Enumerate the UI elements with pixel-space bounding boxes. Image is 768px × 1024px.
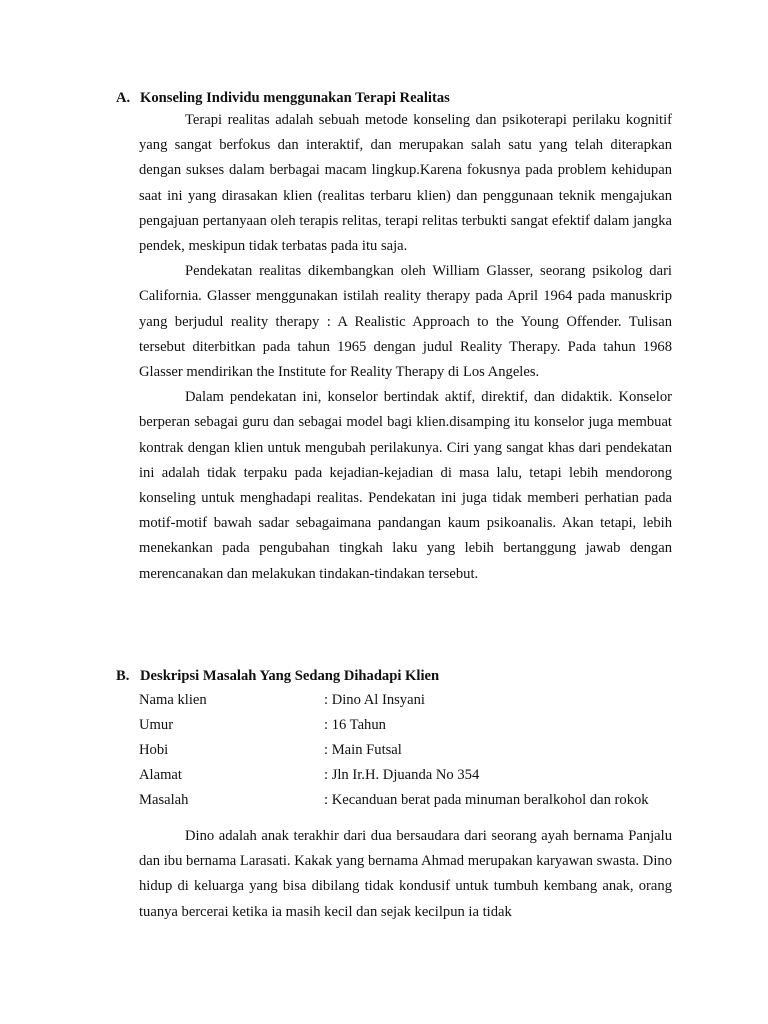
section-b-paragraph: Dino adalah anak terakhir dari dua bersaudara dari seorang ayah bernama Panjalu dan ibu bernama Larasati. Kakak yang bernama Ahmad merupakan karyawan swasta. Dino hidup di keluarga yang bisa dibilang tidak kondusif untuk tumbuh kembang anak, orang tuanya bercerai ketika ia masih kecil dan sejak kecilpun ia tidak — [139, 828, 672, 920]
client-info-row — [139, 789, 649, 811]
client-info-label: Umur — [139, 717, 174, 733]
section-a-heading — [116, 88, 450, 108]
client-info-row — [139, 714, 386, 736]
client-info-value: : 16 Tahun — [324, 717, 386, 733]
client-info-label: Nama klien — [139, 692, 207, 708]
section-a-letter: A. — [116, 90, 131, 106]
section-b-title: Deskripsi Masalah Yang Sedang Dihadapi Klien — [140, 668, 440, 684]
section-a-paragraph-1: Terapi realitas adalah sebuah metode konseling dan psikoterapi perilaku kognitif yang sangat berfokus dan interaktif, dan merupakan salah satu yang telah diterapkan dengan sukses dalam berbagai macam lingkup.Karena fokusnya pada problem kehidupan saat ini yang dirasakan klien (realitas terbaru klien) dan penggunaan teknik mengajukan pengajuan pertanyaan oleh terapis relitas, terapi relitas terbukti sangat efektif dalam jangka pendek, meskipun tidak terbatas pada itu saja. — [139, 112, 672, 255]
section-a-title: Konseling Individu menggunakan Terapi Realitas — [140, 90, 450, 106]
section-b-body — [139, 824, 672, 925]
client-info-row — [139, 739, 402, 761]
section-b-heading — [116, 666, 439, 686]
client-info-value: : Main Futsal — [324, 742, 402, 758]
section-a-paragraph-2: Pendekatan realitas dikembangkan oleh William Glasser, seorang psikolog dari California. Glasser menggunakan istilah reality therapy pada April 1964 pada manuskrip yang berjudul reality therapy : A Realistic Approach to the Young Offender. Tulisan tersebut diterbitkan pada tahun 1965 dengan judul Reality Therapy. Pada tahun 1968 Glasser mendirikan the Institute for Reality Therapy di Los Angeles. — [139, 263, 672, 381]
client-info-row — [139, 764, 479, 786]
section-a-paragraph-3: Dalam pendekatan ini, konselor bertindak aktif, direktif, dan didaktik. Konselor berperan sebagai guru dan sebagai model bagi klien.disamping itu konselor juga membuat kontrak dengan klien untuk mengubah perilakunya. Ciri yang sangat khas dari pendekatan ini adalah tidak terpaku pada kejadian-kejadian di masa lalu, tetapi lebih mendorong konseling untuk menghadapi realitas. Pendekatan ini juga tidak memberi perhatian pada motif-motif bawah sadar sebagaimana pandangan kaum psikoanalis. Akan tetapi, lebih menekankan pada pengubahan tingkah laku yang lebih bertanggung jawab dengan merencanakan dan melakukan tindakan-tindakan tersebut. — [139, 389, 672, 582]
client-info-value: : Kecanduan berat pada minuman beralkohol dan rokok — [324, 792, 649, 808]
client-info-label: Hobi — [139, 742, 169, 758]
client-info-value: : Dino Al Insyani — [324, 692, 425, 708]
client-info-label: Masalah — [139, 792, 189, 808]
client-info-label: Alamat — [139, 767, 182, 783]
section-b-letter: B. — [116, 668, 130, 684]
section-a-body — [139, 108, 672, 587]
client-info-value: : Jln Ir.H. Djuanda No 354 — [324, 767, 480, 783]
client-info-row — [139, 689, 425, 711]
